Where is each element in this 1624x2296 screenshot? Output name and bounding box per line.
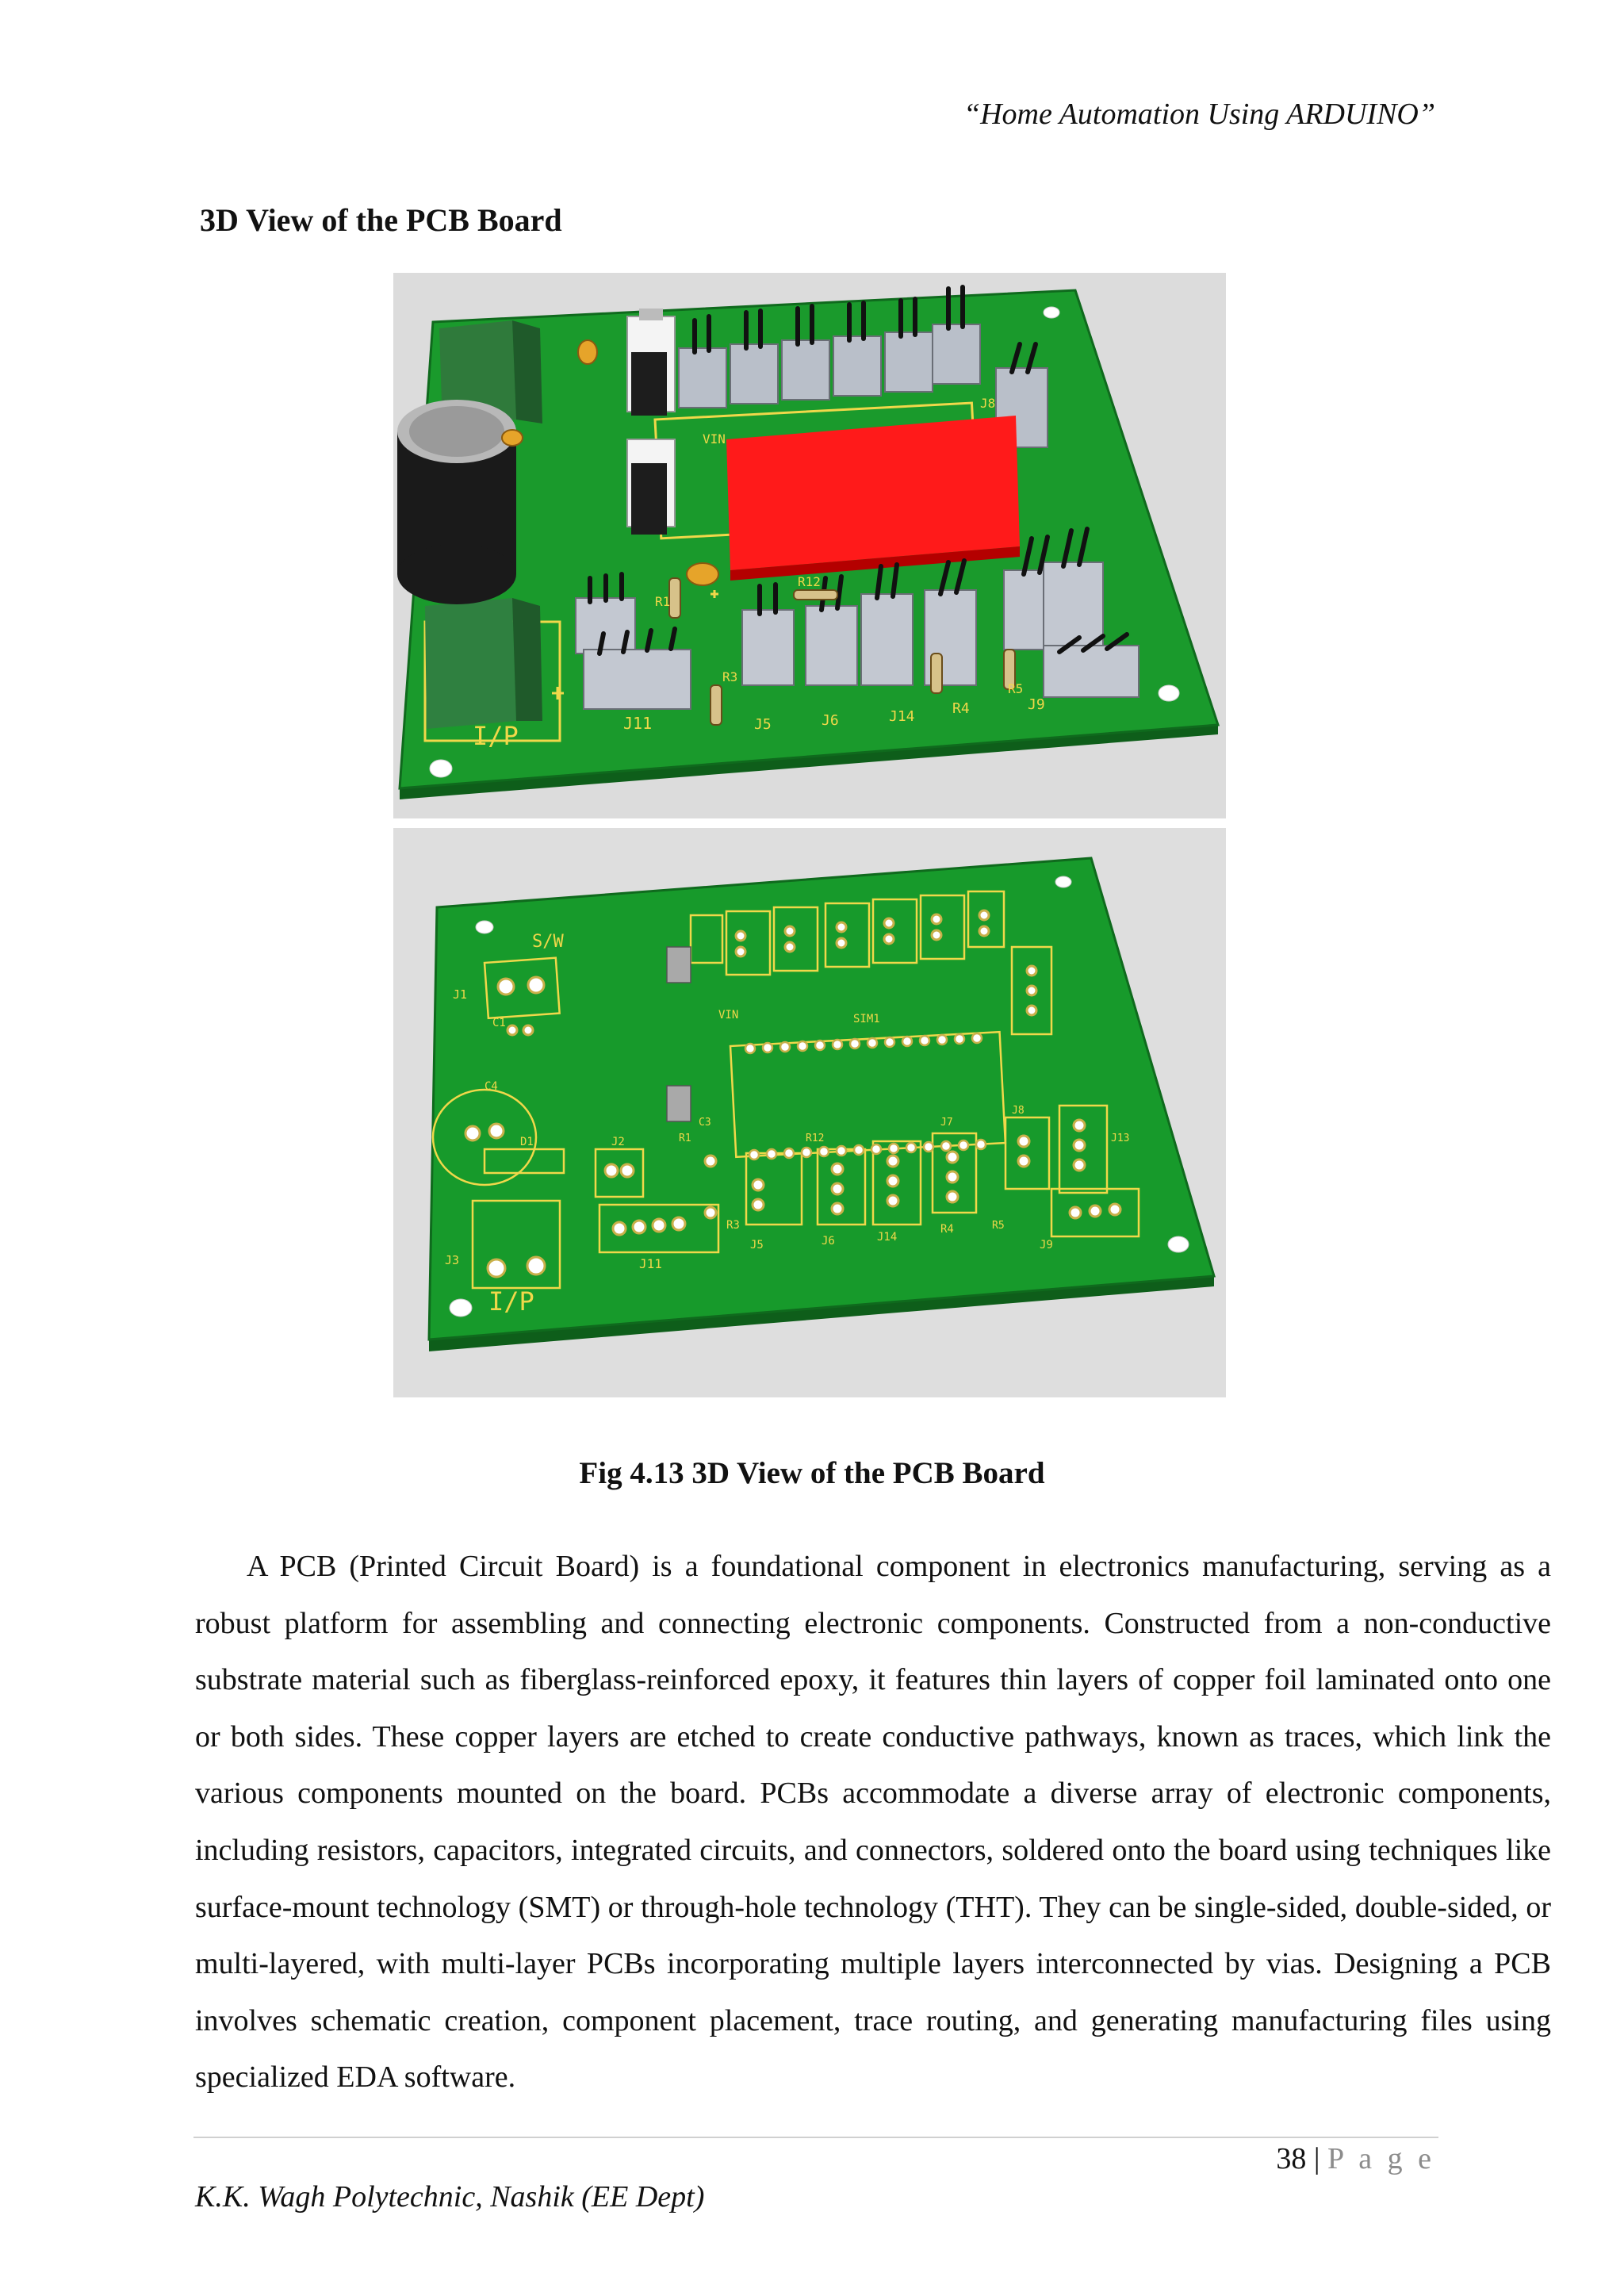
pcb-label: J13 [1111,1133,1130,1144]
pcb-label: J5 [754,716,772,733]
capacitor-c4 [397,400,516,604]
running-header: “Home Automation Using ARDUINO” [963,98,1435,131]
pcb-label: J14 [889,708,915,725]
pcb-label: J14 [877,1231,898,1244]
page-label: P a g e [1327,2142,1435,2175]
pcb-label: J6 [822,712,839,729]
pcb-figure [393,273,1226,1397]
pcb-label: J9 [1040,1239,1053,1251]
pcb-label: SIM1 [853,1013,880,1025]
pcb-label: J11 [639,1256,662,1271]
body-paragraph: A PCB (Printed Circuit Board) is a foundational component in electronics manufacturing, serving as a robust platform for assembling and connecting electronic components. Constructed from a non-conductive substrate material such as fiberglass-reinforced epoxy, it features thin layers of copper foil laminated onto one or both sides. These copper layers are etched to create conductive pathways, known as traces, which link the various components mounted on the board. PCBs accommodate a diverse array of electronic components, including resistors, capacitors, integrated circuits, and connectors, soldered onto the board using techniques like surface-mount technology (SMT) or through-hole technology (THT). They can be single-sided, double-sided, or multi-layered, with multi-layer PCBs incorporating multiple layers interconnected by vias. Designing a PCB involves schematic creation, component placement, trace routing, and generating manufacturing files using specialized EDA software. [195,1550,1551,2095]
pcb-label: D1 [520,1136,534,1148]
pcb-label: C4 [485,1080,498,1093]
page-number [1253,2141,1435,2176]
figure-caption: Fig 4.13 3D View of the PCB Board [579,1456,1045,1490]
pcb-label: J3 [445,1253,460,1267]
pcb-label: VIN [718,1009,739,1022]
pcb-label: J8 [980,396,996,411]
pcb-label: R4 [940,1223,954,1236]
pcb-label: J6 [822,1235,835,1248]
footer-institute: K.K. Wagh Polytechnic, Nashik (EE Dept) [195,2180,705,2214]
pcb-label: R12 [798,574,821,589]
pcb-label: J7 [940,1117,953,1129]
pcb-label: R1 [679,1133,691,1144]
page-number-value: 38 [1276,2142,1307,2175]
terminal-block-ip [425,598,542,729]
pcb-label: C1 [492,1017,506,1029]
pcb-bottom-view [393,828,1226,1397]
pcb-label: R5 [992,1220,1005,1232]
pcb-label: R1 [655,594,671,609]
pcb-label: J1 [453,987,468,1002]
pcb-label: J9 [1028,696,1045,713]
pcb-label: I/P [488,1286,534,1317]
pcb-label: VIN [703,431,726,447]
pcb-label: C3 [699,1117,711,1129]
section-heading: 3D View of the PCB Board [200,202,562,238]
pcb-label: J5 [750,1239,764,1251]
footer-divider [193,2137,1438,2138]
pcb-label: J2 [611,1136,625,1148]
pcb-label: R3 [726,1219,740,1232]
pcb-label: R12 [806,1133,825,1144]
pcb-label: R4 [952,700,970,717]
pcb-label: R5 [1008,681,1024,696]
pcb-top-view [393,273,1226,818]
pcb-label: I/P [473,721,519,751]
pcb-label: J8 [1012,1105,1025,1117]
pcb-label: S/W [532,932,564,952]
pcb-label: R3 [722,669,738,684]
pcb-label: J11 [623,714,653,733]
ic-sim1 [726,416,1020,581]
board-surface [429,858,1214,1340]
page-number-separator: | [1313,2142,1320,2175]
